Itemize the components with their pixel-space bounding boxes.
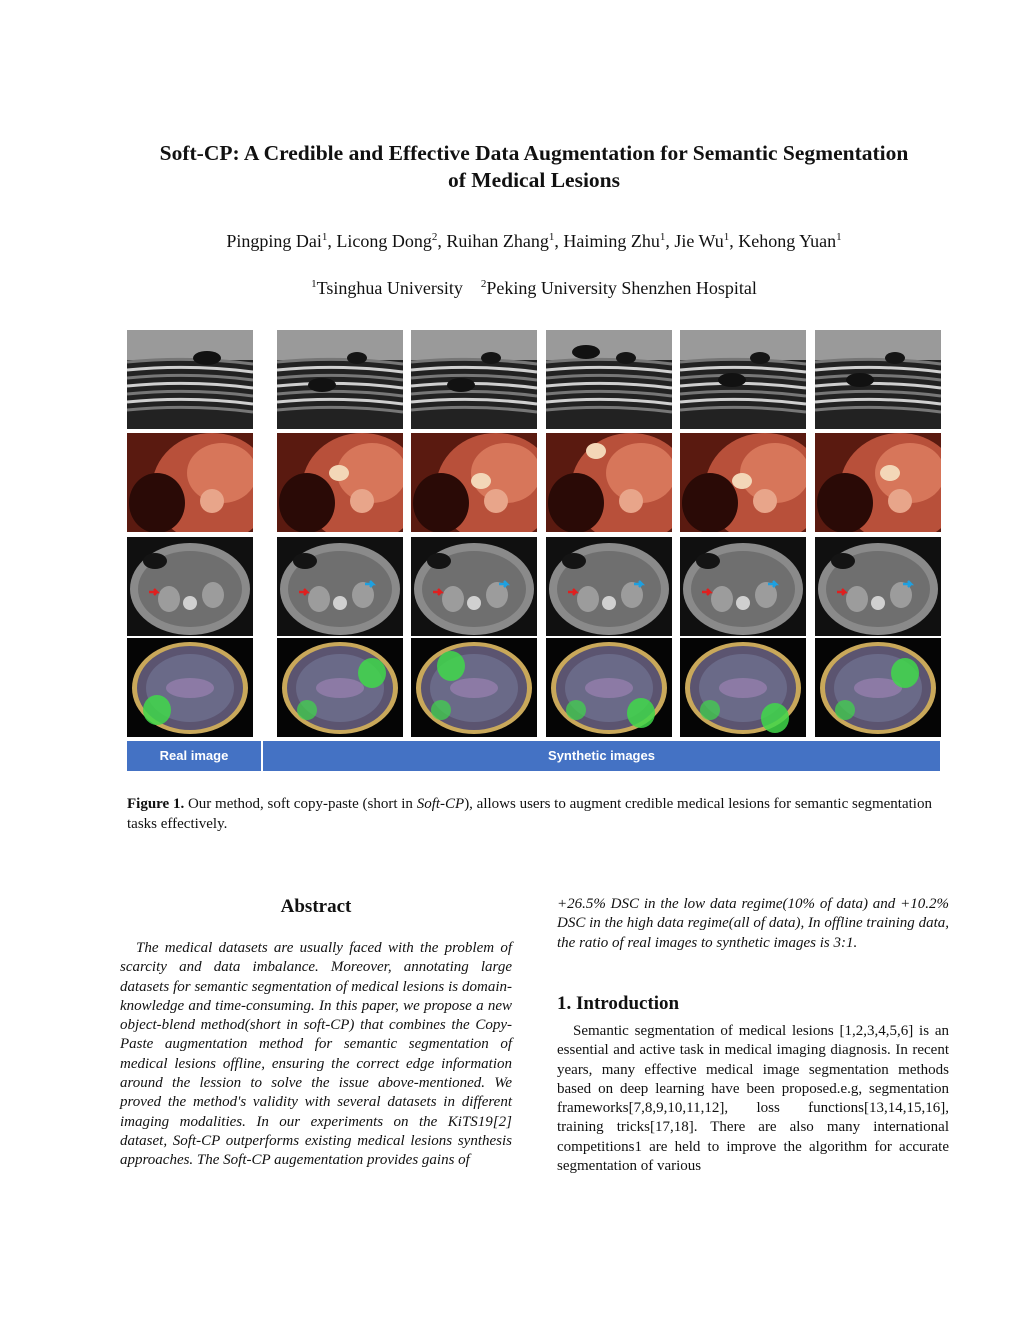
ct-image <box>546 537 672 636</box>
author: Haiming Zhu$^1$ <box>563 231 666 251</box>
ct-image <box>680 537 806 636</box>
author: Ruihan Zhang$^1$ <box>446 231 555 251</box>
figure-image-grid <box>127 330 940 740</box>
real-image-label: Real image <box>159 748 229 763</box>
ultrasound-image <box>277 330 403 429</box>
paper-title <box>100 140 968 194</box>
ultrasound-image <box>127 330 253 429</box>
endoscopy-image <box>411 433 537 532</box>
author: Jie Wu$^1$ <box>674 231 730 251</box>
endoscopy-image <box>546 433 672 532</box>
endoscopy-image <box>127 433 253 532</box>
abstract-text: The medical datasets are usually faced with the problem of scarcity and data imbalance. Moreover, annotating large datasets for semantic segmentation of medical lesions is domain-knowledge and time-consuming. In this paper, we propose a new object-blend method(short in soft-CP) that combines the Copy-Paste augmentation method for semantic segmentation of medical lesions offline, ensuring the correct edge information around the lession to solve the issue above-mentioned. We proved the method's validity with several datasets in different imaging modalities. In our experiments on the KiTS19[2] dataset, Soft-CP outperforms existing medical lesions synthesis approaches. The Soft-CP augementation provides gains of <box>120 940 512 1169</box>
caption-label: Figure 1. <box>127 796 185 812</box>
mri-image <box>411 638 537 737</box>
synthetic-images-label: Synthetic images <box>548 748 655 763</box>
endoscopy-image <box>277 433 403 532</box>
ct-image <box>277 537 403 636</box>
mri-image <box>680 638 806 737</box>
author: Pingping Dai$^1$ <box>226 231 328 251</box>
introduction-heading: 1. Introduction <box>557 993 680 1014</box>
ultrasound-image <box>546 330 672 429</box>
mri-image <box>277 638 403 737</box>
ultrasound-image <box>815 330 941 429</box>
endoscopy-image <box>815 433 941 532</box>
title-line-1: Soft-CP: A Credible and Effective Data Augmentation for Semantic Segmentation <box>159 141 909 165</box>
figure-caption: Figure 1. Our method, soft copy-paste (short in Soft-CP), allows users to augment credible medical lesions for semantic segmentation tasks effectively. <box>127 796 932 832</box>
mri-image <box>127 638 253 737</box>
figure-label-bar <box>127 741 940 771</box>
mri-image <box>815 638 941 737</box>
ct-image <box>815 537 941 636</box>
ultrasound-image <box>680 330 806 429</box>
abstract-heading: Abstract <box>280 896 352 917</box>
author: Licong Dong$^2$ <box>336 231 438 251</box>
endoscopy-image <box>680 433 806 532</box>
ct-image <box>411 537 537 636</box>
title-line-2: of Medical Lesions <box>448 168 620 192</box>
author-list: Pingping Dai$^1$, Licong Dong$^2$, Ruihan Zhang$^1$, Haiming Zhu$^1$, Jie Wu$^1$, Kehong Yuan$^1$ <box>226 231 842 251</box>
affiliation: $^1$Tsinghua University <box>311 278 463 298</box>
mri-image <box>546 638 672 737</box>
affiliations <box>100 278 968 299</box>
introduction-text: Semantic segmentation of medical lesions [1,2,3,4,5,6] is an essential and active task in medical imaging diagnosis. In recent years, many effective medical image segmentation methods based on deep learning have been proposed.e.g, segmentation frameworks[7,8,9,10,11,12], loss functions[13,14,15,16], training tricks[17,18]. There are also many international competitions1 are held to improve the algorithm for accurate segmentation of various <box>557 1023 949 1175</box>
ct-image <box>127 537 253 636</box>
abstract-text-continued: +26.5% DSC in the low data regime(10% of data) and +10.2% DSC in the high data regime(all of data), In offline training data, the ratio of real images to synthetic images is 3:1. <box>557 896 949 951</box>
ultrasound-image <box>411 330 537 429</box>
author: Kehong Yuan$^1$ <box>738 231 842 251</box>
affiliation: $^2$Peking University Shenzhen Hospital <box>480 278 757 298</box>
